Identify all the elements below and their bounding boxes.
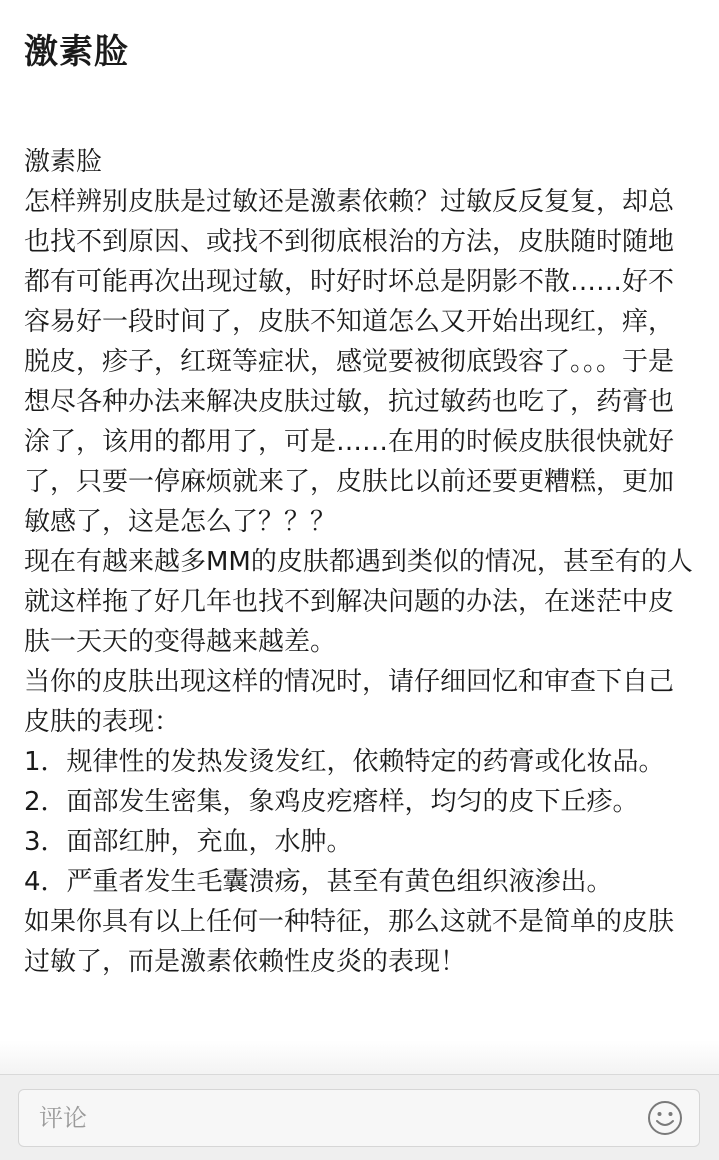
page-title: 激素脸 (24, 32, 129, 72)
article-paragraph: 现在有越来越多MM的皮肤都遇到类似的情况，甚至有的人就这样拖了好几年也找不到解决问题的办法，在迷茫中皮肤一天天的变得越来越差。 (24, 547, 693, 657)
article-list-item: 3．面部红肿，充血，水肿。 (24, 827, 353, 857)
article-paragraph: 怎样辨别皮肤是过敏还是激素依赖？过敏反反复复，却总也找不到原因、或找不到彻底根治的方法，皮肤随时随地都有可能再次出现过敏，时好时坏总是阴影不散……好不容易好一段时间了，皮肤不知道怎么又开始出现红，痒，脱皮，疹子，红斑等症状，感觉要被彻底毁容了。。。于是想尽各种办法来解决皮肤过敏，抗过敏药也吃了，药膏也涂了，该用的都用了，可是……在用的时候皮肤很快就好了，只要一停麻烦就来了，皮肤比以前还要更糟糕，更加敏感了，这是怎么了？？？ (24, 187, 675, 537)
article-paragraph: 当你的皮肤出现这样的情况时，请仔细回忆和审查下自己皮肤的表现： (24, 667, 675, 737)
article-list-item: 2．面部发生密集，象鸡皮疙瘩样，均匀的皮下丘疹。 (24, 787, 639, 817)
article-paragraph: 激素脸 (24, 147, 103, 177)
article-paragraph: 如果你具有以上任何一种特征，那么这就不是简单的皮肤过敏了，而是激素依赖性皮炎的表现！ (24, 907, 675, 977)
article-list-item: 4．严重者发生毛囊溃疡，甚至有黄色组织液渗出。 (24, 867, 613, 897)
comment-input[interactable] (18, 1089, 700, 1147)
article-body (24, 142, 696, 1074)
article-list-item: 1．规律性的发热发烫发红，依赖特定的药膏或化妆品。 (24, 747, 665, 777)
smiley-face-icon[interactable] (646, 1099, 684, 1137)
comment-bar (0, 1074, 719, 1160)
